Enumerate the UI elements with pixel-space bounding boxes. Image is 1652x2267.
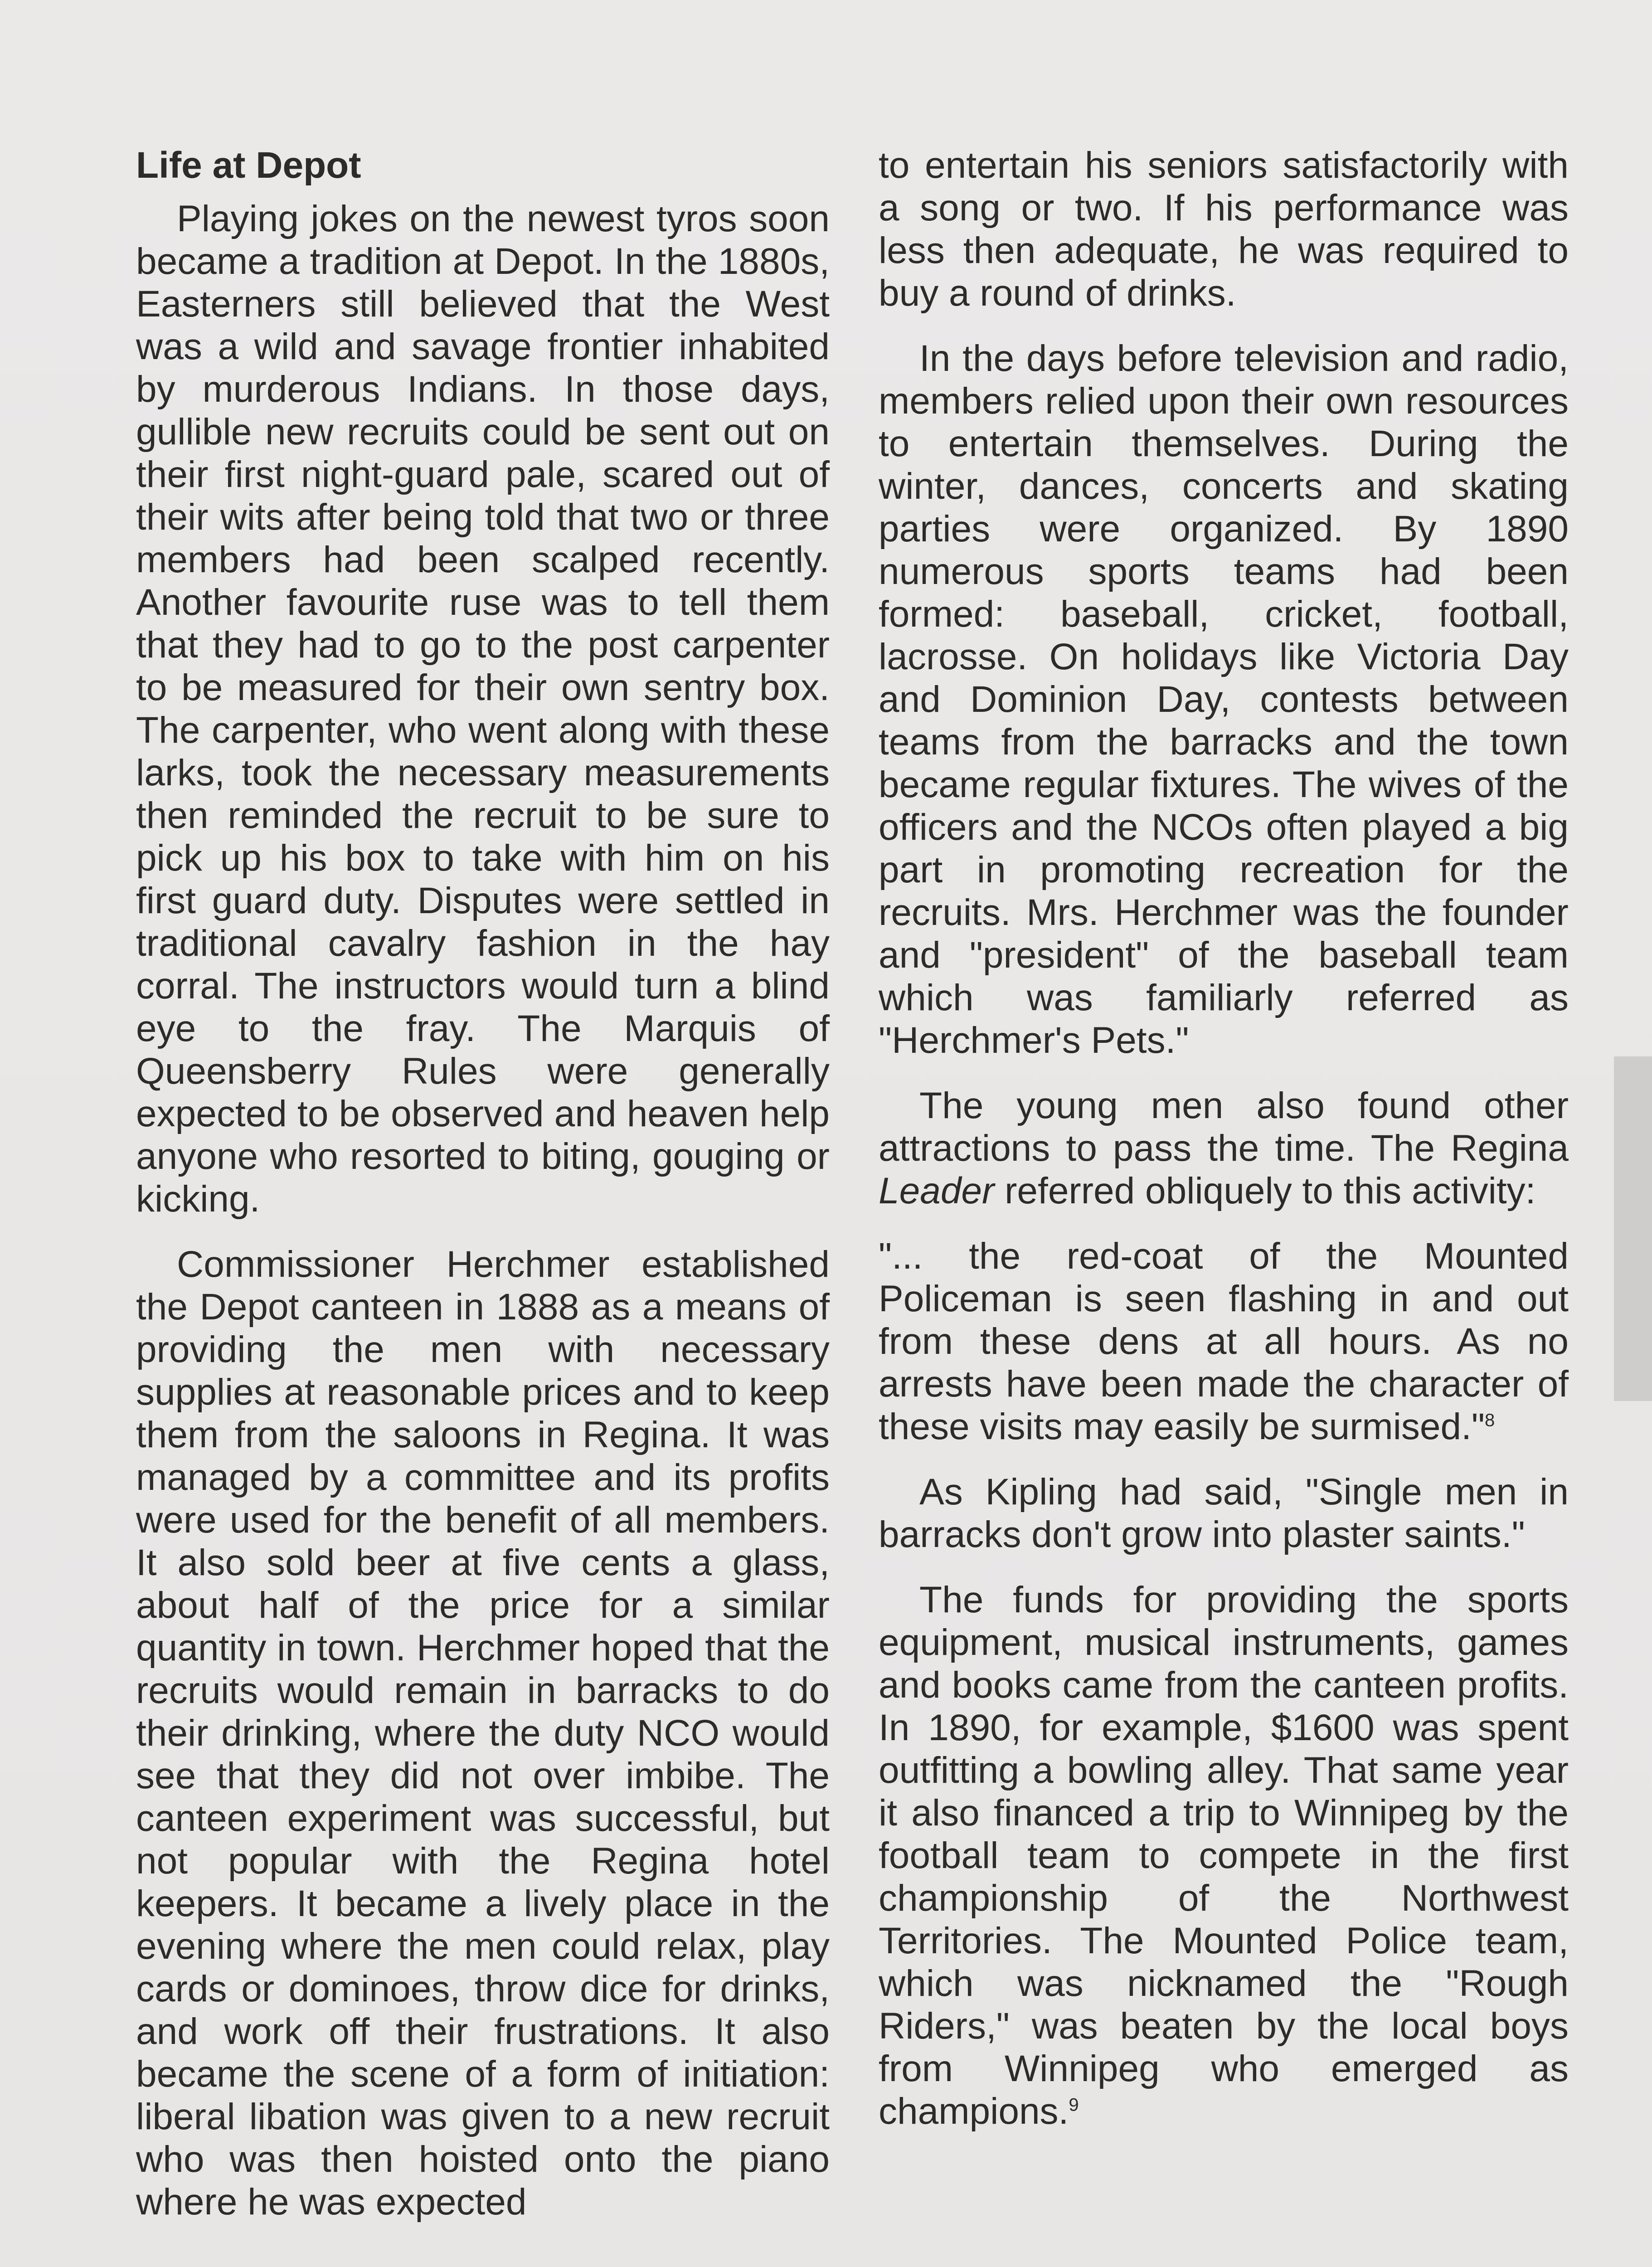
paragraph-attractions (879, 1085, 1569, 1212)
left-column (136, 144, 830, 2246)
paragraph-kipling: As Kipling had said, "Single men in barracks don't grow into plaster saints." (879, 1471, 1569, 1555)
block-quote (879, 1235, 1569, 1448)
text: referred obliquely to this activity: (994, 1170, 1536, 1211)
right-column (879, 144, 1569, 2155)
text: The funds for providing the sports equipment, musical instruments, games and books came from the canteen profits. In 1890, for example, $1600 was spent outfitting a bowling alley. That same year it also financed a trip to Winnipeg by the football team to compete in the first championship of the Northwest Territories. The Mounted Police team, which was nicknamed the "Rough Riders," was beaten by the local boys from Winnipeg who emerged as champions. (879, 1579, 1569, 2132)
adjacent-page-edge (1614, 1056, 1652, 1401)
paragraph-continued: to entertain his seniors satisfactorily with a song or two. If his performance was less then adequate, he was required to buy a round of drinks. (879, 145, 1569, 314)
paragraph-recreation: In the days before television and radio, members relied upon their own resources to entertain themselves. During the winter, dances, concerts and skating parties were organized. By 1890 numerous sports teams had been formed: baseball, cricket, football, lacrosse. On holidays like Victoria Day and Dominion Day, contests between teams from the barracks and the town became regular fixtures. The wives of the officers and the NCOs often played a big part in promoting recreation for the recruits. Mrs. Herchmer was the founder and "president" of the baseball team which was familiarly referred as "Herchmer's Pets." (879, 338, 1569, 1061)
text: The young men also found other attractions to pass the time. The Regina (879, 1085, 1569, 1169)
footnote-ref-9[interactable]: 9 (1069, 2095, 1079, 2115)
quote-text: "... the red-coat of the Mounted Policeman is seen flashing in and out from these dens at all hours. As no arrests have been made the character of these visits may easily be surmised." (879, 1236, 1569, 1447)
paragraph-tradition: Playing jokes on the newest tyros soon became a tradition at Depot. In the 1880s, Easterners still believed that the West was a wild and savage frontier inhabited by murderous Indians. In those days, gullible new recruits could be sent out on their first night-guard pale, scared out of their wits after being told that two or three members had been scalped recently. Another favourite ruse was to tell them that they had to go to the post carpenter to be measured for their own sentry box. The carpenter, who went along with these larks, took the necessary measurements then reminded the recruit to be sure to pick up his box to take with him on his first guard duty. Disputes were settled in traditional cavalry fashion in the hay corral. The instructors would turn a blind eye to the fray. The Marquis of Queensberry Rules were generally expected to be observed and heaven help anyone who resorted to biting, gouging or kicking. (136, 198, 830, 1220)
paragraph-funds (879, 1579, 1569, 2133)
footnote-ref-8[interactable]: 8 (1485, 1410, 1495, 1430)
paragraph-canteen: Commissioner Herchmer established the Depot canteen in 1888 as a means of providing the men with necessary supplies at reasonable prices and to keep them from the saloons in Regina. It was managed by a committee and its profits were used for the benefit of all members. It also sold beer at five cents a glass, about half of the price for a similar quantity in town. Herchmer hoped that the recruits would remain in barracks to do their drinking, where the duty NCO would see that they did not over imbibe. The canteen experiment was successful, but not popular with the Regina hotel keepers. It became a lively place in the evening where the men could relax, play cards or dominoes, throw dice for drinks, and work off their frustrations. It also became the scene of a form of initiation: liberal libation was given to a new recruit who was then hoisted onto the piano where he was expected (136, 1244, 830, 2223)
newspaper-title: Leader (879, 1170, 995, 1211)
section-heading: Life at Depot (136, 145, 361, 186)
